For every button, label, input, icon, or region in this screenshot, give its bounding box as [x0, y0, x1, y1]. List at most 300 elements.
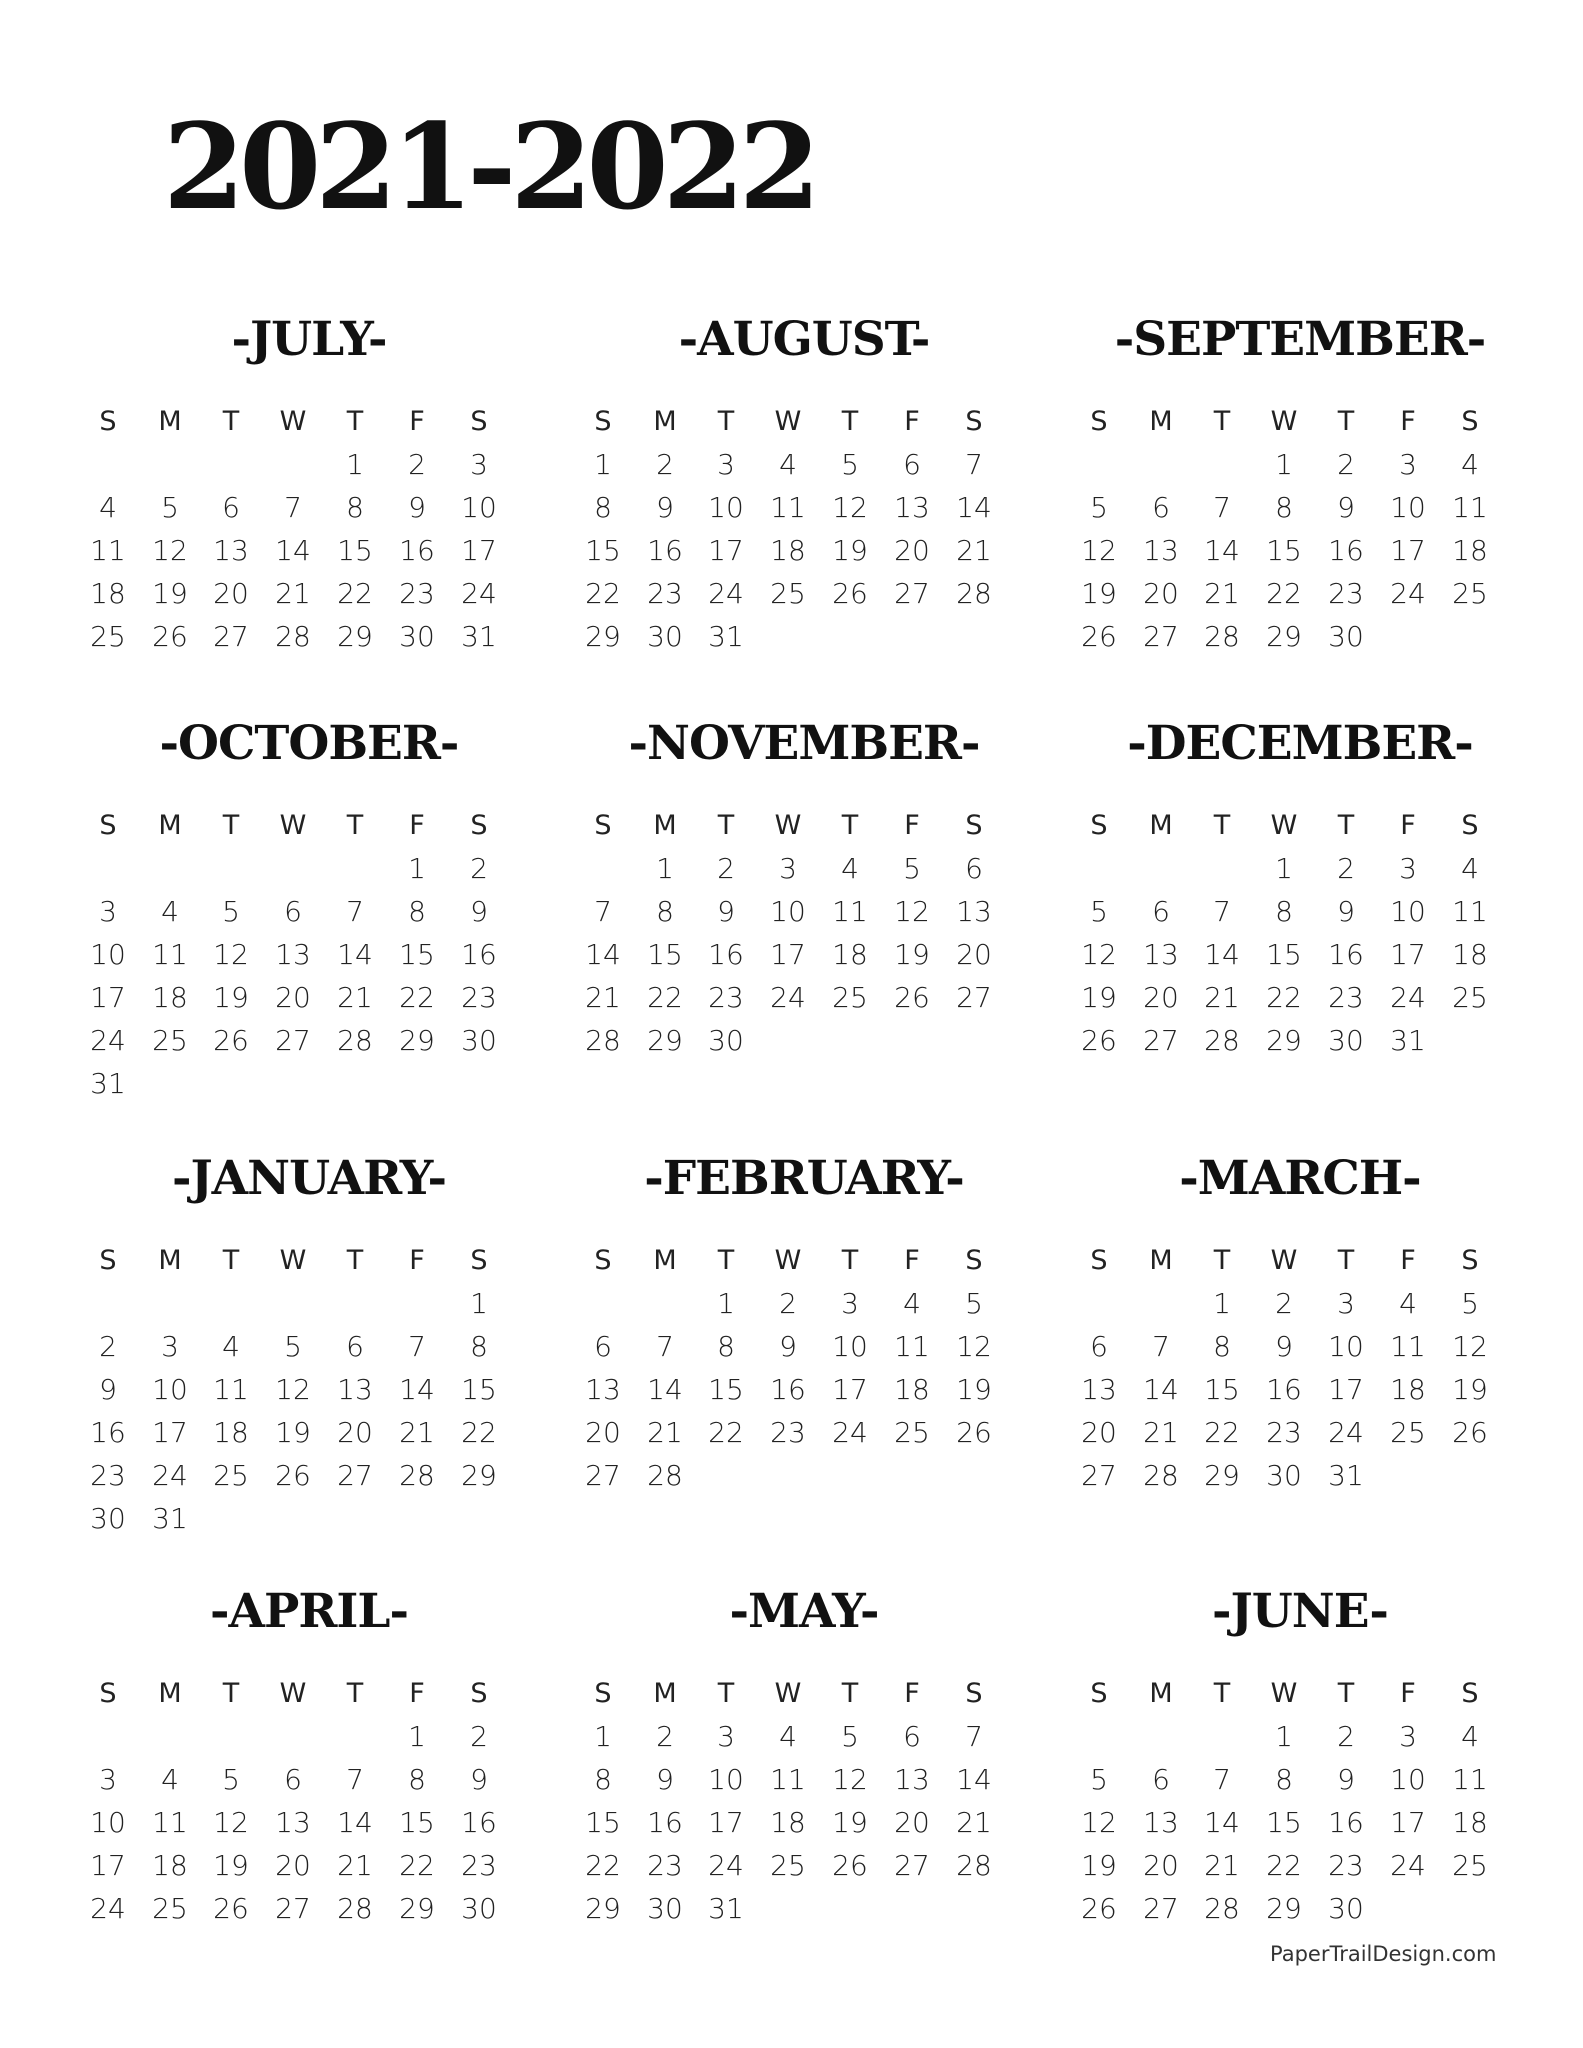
day-cell: 17	[152, 1416, 188, 1449]
day-cell: 9	[1275, 1330, 1293, 1363]
day-cell: 15	[708, 1373, 744, 1406]
month-name: -SEPTEMBER-	[1114, 312, 1486, 367]
month-name: -NOVEMBER-	[628, 716, 980, 771]
day-cell: 25	[1452, 1849, 1488, 1882]
day-cell: 12	[1081, 1806, 1117, 1839]
day-cell: 15	[585, 534, 621, 567]
day-cell: 21	[1204, 1849, 1240, 1882]
day-cell: 29	[1266, 620, 1302, 653]
day-cell: 26	[1452, 1416, 1488, 1449]
day-cell: 7	[1213, 491, 1231, 524]
day-cell: 9	[1337, 1763, 1355, 1796]
day-cell: 21	[399, 1416, 435, 1449]
day-cell: 1	[1275, 448, 1293, 481]
day-cell: 26	[1081, 1024, 1117, 1057]
day-cell: 10	[90, 1806, 126, 1839]
day-cell: 9	[1337, 491, 1355, 524]
day-cell: 20	[585, 1416, 621, 1449]
day-cell: 10	[1390, 491, 1426, 524]
weekday-label: S	[99, 406, 117, 437]
day-cell: 12	[1081, 938, 1117, 971]
day-cell: 22	[337, 577, 373, 610]
day-cell: 24	[1390, 577, 1426, 610]
day-cell: 31	[461, 620, 497, 653]
day-cell: 15	[399, 1806, 435, 1839]
day-cell: 7	[1213, 895, 1231, 928]
day-cell: 24	[1390, 981, 1426, 1014]
weekday-label: S	[594, 1245, 612, 1276]
day-cell: 19	[1081, 1849, 1117, 1882]
day-cell: 15	[1204, 1373, 1240, 1406]
weekday-label: W	[279, 810, 307, 841]
day-cell: 18	[1452, 1806, 1488, 1839]
weekday-label: T	[841, 810, 859, 841]
weekday-label: T	[717, 1245, 735, 1276]
weekday-label: M	[653, 1678, 677, 1709]
weekday-label: S	[99, 810, 117, 841]
day-cell: 31	[1390, 1024, 1426, 1057]
day-cell: 16	[1328, 938, 1364, 971]
day-cell: 13	[275, 938, 311, 971]
day-cell: 17	[1328, 1373, 1364, 1406]
day-cell: 25	[213, 1459, 249, 1492]
day-cell: 13	[1143, 534, 1179, 567]
weekday-label: T	[1213, 810, 1231, 841]
day-cell: 27	[1143, 620, 1179, 653]
month-name: -OCTOBER-	[159, 716, 459, 771]
day-cell: 18	[1452, 938, 1488, 971]
day-cell: 4	[841, 852, 859, 885]
day-cell: 3	[841, 1287, 859, 1320]
day-cell: 5	[222, 895, 240, 928]
day-cell: 31	[708, 620, 744, 653]
day-cell: 28	[275, 620, 311, 653]
day-cell: 29	[399, 1892, 435, 1925]
weekday-label: S	[594, 810, 612, 841]
day-cell: 20	[956, 938, 992, 971]
day-cell: 13	[894, 491, 930, 524]
day-cell: 8	[656, 895, 674, 928]
day-cell: 12	[894, 895, 930, 928]
day-cell: 7	[346, 1763, 364, 1796]
day-cell: 15	[461, 1373, 497, 1406]
day-cell: 6	[222, 491, 240, 524]
day-cell: 7	[346, 895, 364, 928]
day-cell: 6	[1090, 1330, 1108, 1363]
weekday-label: M	[1149, 1678, 1173, 1709]
weekday-label: T	[222, 810, 240, 841]
day-cell: 29	[1266, 1892, 1302, 1925]
day-cell: 23	[461, 981, 497, 1014]
weekday-label: T	[1337, 406, 1355, 437]
day-cell: 13	[275, 1806, 311, 1839]
day-cell: 14	[1204, 938, 1240, 971]
weekday-label: T	[346, 810, 364, 841]
day-cell: 24	[770, 981, 806, 1014]
weekday-label: S	[1090, 1245, 1108, 1276]
day-cell: 22	[708, 1416, 744, 1449]
day-cell: 8	[408, 1763, 426, 1796]
weekday-label: S	[1461, 810, 1479, 841]
weekday-label: M	[158, 1245, 182, 1276]
day-cell: 25	[152, 1024, 188, 1057]
day-cell: 16	[770, 1373, 806, 1406]
day-cell: 26	[832, 577, 868, 610]
day-cell: 29	[1266, 1024, 1302, 1057]
month-name: -FEBRUARY-	[644, 1151, 964, 1206]
day-cell: 1	[717, 1287, 735, 1320]
weekday-label: T	[222, 406, 240, 437]
day-cell: 30	[461, 1024, 497, 1057]
day-cell: 19	[832, 534, 868, 567]
day-cell: 4	[1461, 448, 1479, 481]
day-cell: 2	[99, 1330, 117, 1363]
weekday-header	[570, 1241, 1038, 1281]
day-cell: 21	[1204, 981, 1240, 1014]
day-cell: 27	[956, 981, 992, 1014]
day-cell: 10	[832, 1330, 868, 1363]
day-cell: 8	[717, 1330, 735, 1363]
day-cell: 5	[841, 1720, 859, 1753]
day-cell: 30	[90, 1502, 126, 1535]
weekday-label: F	[1400, 406, 1416, 437]
weekday-label: F	[1400, 810, 1416, 841]
month-name: -AUGUST-	[678, 312, 930, 367]
day-cell: 11	[832, 895, 868, 928]
day-cell: 7	[594, 895, 612, 928]
day-cell: 20	[275, 981, 311, 1014]
day-cell: 21	[647, 1416, 683, 1449]
day-cell: 14	[399, 1373, 435, 1406]
day-cell: 5	[1090, 491, 1108, 524]
day-cell: 1	[408, 852, 426, 885]
month-name: -JUNE-	[1212, 1584, 1388, 1639]
weekday-header	[570, 1674, 1038, 1714]
day-cell: 21	[275, 577, 311, 610]
weekday-label: T	[222, 1678, 240, 1709]
day-cell: 24	[1328, 1416, 1364, 1449]
day-cell: 18	[1452, 534, 1488, 567]
day-cell: 7	[965, 1720, 983, 1753]
weekday-label: S	[1461, 1678, 1479, 1709]
day-cell: 6	[903, 1720, 921, 1753]
day-cell: 25	[832, 981, 868, 1014]
weekday-label: M	[1149, 1245, 1173, 1276]
day-cell: 23	[90, 1459, 126, 1492]
weekday-label: S	[1090, 406, 1108, 437]
day-cell: 3	[1399, 852, 1417, 885]
day-cell: 7	[284, 491, 302, 524]
day-cell: 15	[1266, 938, 1302, 971]
day-cell: 20	[1081, 1416, 1117, 1449]
weekday-label: T	[841, 406, 859, 437]
day-cell: 20	[894, 1806, 930, 1839]
day-cell: 21	[956, 534, 992, 567]
day-cell: 10	[1390, 1763, 1426, 1796]
day-cell: 16	[90, 1416, 126, 1449]
day-cell: 3	[1399, 448, 1417, 481]
day-cell: 4	[779, 448, 797, 481]
day-cell: 24	[832, 1416, 868, 1449]
day-cell: 2	[717, 852, 735, 885]
day-cell: 4	[161, 895, 179, 928]
weekday-label: S	[1461, 406, 1479, 437]
weekday-label: W	[1270, 810, 1298, 841]
weekday-label: S	[99, 1678, 117, 1709]
day-cell: 23	[1328, 577, 1364, 610]
day-cell: 2	[656, 448, 674, 481]
day-cell: 23	[1266, 1416, 1302, 1449]
day-cell: 18	[770, 534, 806, 567]
day-cell: 1	[594, 1720, 612, 1753]
day-cell: 1	[594, 448, 612, 481]
day-cell: 16	[461, 1806, 497, 1839]
day-cell: 15	[1266, 1806, 1302, 1839]
day-cell: 21	[585, 981, 621, 1014]
day-cell: 3	[99, 895, 117, 928]
day-cell: 10	[708, 1763, 744, 1796]
day-cell: 9	[470, 1763, 488, 1796]
day-cell: 20	[1143, 577, 1179, 610]
day-cell: 1	[1275, 1720, 1293, 1753]
day-cell: 29	[585, 620, 621, 653]
day-cell: 14	[585, 938, 621, 971]
weekday-label: T	[1337, 1678, 1355, 1709]
day-cell: 29	[585, 1892, 621, 1925]
day-cell: 22	[1204, 1416, 1240, 1449]
day-cell: 8	[408, 895, 426, 928]
weekday-label: T	[346, 1678, 364, 1709]
weekday-label: F	[904, 810, 920, 841]
day-cell: 17	[1390, 938, 1426, 971]
day-cell: 26	[832, 1849, 868, 1882]
day-cell: 4	[161, 1763, 179, 1796]
day-cell: 12	[832, 1763, 868, 1796]
day-cell: 19	[1452, 1373, 1488, 1406]
weekday-label: T	[1213, 1678, 1231, 1709]
footer-credit: PaperTrailDesign.com	[1270, 1942, 1497, 1966]
day-cell: 2	[470, 1720, 488, 1753]
day-cell: 3	[99, 1763, 117, 1796]
day-cell: 11	[894, 1330, 930, 1363]
day-cell: 25	[1390, 1416, 1426, 1449]
day-cell: 4	[99, 491, 117, 524]
day-cell: 6	[965, 852, 983, 885]
day-cell: 12	[152, 534, 188, 567]
day-cell: 5	[284, 1330, 302, 1363]
day-cell: 23	[770, 1416, 806, 1449]
month-name: -MAY-	[729, 1584, 879, 1639]
weekday-label: W	[774, 1678, 802, 1709]
day-cell: 16	[708, 938, 744, 971]
day-cell: 17	[90, 1849, 126, 1882]
day-cell: 22	[647, 981, 683, 1014]
day-cell: 19	[832, 1806, 868, 1839]
day-cell: 19	[213, 1849, 249, 1882]
day-cell: 24	[90, 1892, 126, 1925]
day-cell: 17	[770, 938, 806, 971]
day-cell: 23	[708, 981, 744, 1014]
day-cell: 30	[1328, 620, 1364, 653]
day-cell: 13	[1143, 1806, 1179, 1839]
weekday-label: T	[346, 406, 364, 437]
day-cell: 29	[337, 620, 373, 653]
day-cell: 30	[1328, 1024, 1364, 1057]
day-cell: 8	[594, 1763, 612, 1796]
day-cell: 30	[461, 1892, 497, 1925]
day-cell: 20	[337, 1416, 373, 1449]
day-cell: 4	[779, 1720, 797, 1753]
day-cell: 25	[1452, 577, 1488, 610]
day-cell: 30	[399, 620, 435, 653]
day-cell: 5	[965, 1287, 983, 1320]
day-cell: 18	[152, 1849, 188, 1882]
weekday-label: F	[409, 406, 425, 437]
day-cell: 20	[1143, 1849, 1179, 1882]
weekday-label: T	[1337, 1245, 1355, 1276]
month-name: -DECEMBER-	[1127, 716, 1473, 771]
day-cell: 28	[585, 1024, 621, 1057]
month-name: -APRIL-	[210, 1584, 408, 1639]
day-cell: 9	[470, 895, 488, 928]
weekday-label: M	[653, 810, 677, 841]
day-cell: 4	[1399, 1287, 1417, 1320]
day-cell: 28	[956, 1849, 992, 1882]
day-cell: 17	[1390, 1806, 1426, 1839]
day-cell: 4	[222, 1330, 240, 1363]
day-cell: 26	[275, 1459, 311, 1492]
day-cell: 13	[956, 895, 992, 928]
weekday-header	[570, 402, 1038, 442]
weekday-label: M	[158, 406, 182, 437]
day-cell: 14	[647, 1373, 683, 1406]
weekday-label: T	[717, 1678, 735, 1709]
weekday-label: S	[470, 1678, 488, 1709]
day-cell: 6	[1152, 491, 1170, 524]
day-cell: 6	[594, 1330, 612, 1363]
weekday-label: F	[1400, 1245, 1416, 1276]
day-cell: 11	[1452, 895, 1488, 928]
day-cell: 19	[1081, 577, 1117, 610]
day-cell: 22	[585, 577, 621, 610]
day-cell: 5	[1090, 895, 1108, 928]
day-cell: 13	[213, 534, 249, 567]
day-cell: 23	[461, 1849, 497, 1882]
day-cell: 4	[1461, 852, 1479, 885]
weekday-label: F	[409, 1245, 425, 1276]
day-cell: 23	[399, 577, 435, 610]
day-cell: 1	[408, 1720, 426, 1753]
weekday-label: T	[717, 810, 735, 841]
weekday-label: S	[965, 406, 983, 437]
weekday-label: S	[1090, 810, 1108, 841]
weekday-label: S	[470, 406, 488, 437]
weekday-label: W	[774, 406, 802, 437]
weekday-label: S	[470, 810, 488, 841]
weekday-label: F	[409, 810, 425, 841]
day-cell: 25	[1452, 981, 1488, 1014]
day-cell: 31	[152, 1502, 188, 1535]
day-cell: 9	[1337, 895, 1355, 928]
day-cell: 19	[152, 577, 188, 610]
weekday-label: M	[1149, 406, 1173, 437]
day-cell: 28	[647, 1459, 683, 1492]
day-cell: 8	[594, 491, 612, 524]
day-cell: 29	[461, 1459, 497, 1492]
weekday-header	[1066, 1674, 1534, 1714]
weekday-label: M	[653, 1245, 677, 1276]
day-cell: 26	[1081, 620, 1117, 653]
weekday-label: S	[965, 1245, 983, 1276]
day-cell: 7	[408, 1330, 426, 1363]
weekday-label: M	[158, 1678, 182, 1709]
day-cell: 27	[275, 1892, 311, 1925]
day-cell: 18	[770, 1806, 806, 1839]
day-cell: 28	[956, 577, 992, 610]
day-cell: 10	[708, 491, 744, 524]
day-cell: 8	[470, 1330, 488, 1363]
day-cell: 6	[284, 895, 302, 928]
day-cell: 26	[894, 981, 930, 1014]
day-cell: 25	[152, 1892, 188, 1925]
day-cell: 24	[90, 1024, 126, 1057]
day-cell: 27	[894, 1849, 930, 1882]
day-cell: 12	[213, 1806, 249, 1839]
day-cell: 14	[956, 491, 992, 524]
day-cell: 23	[647, 1849, 683, 1882]
day-cell: 6	[346, 1330, 364, 1363]
weekday-label: T	[841, 1245, 859, 1276]
day-cell: 24	[1390, 1849, 1426, 1882]
day-cell: 4	[903, 1287, 921, 1320]
day-cell: 31	[708, 1892, 744, 1925]
day-cell: 21	[1204, 577, 1240, 610]
day-cell: 9	[408, 491, 426, 524]
day-cell: 27	[275, 1024, 311, 1057]
weekday-label: T	[841, 1678, 859, 1709]
day-cell: 11	[213, 1373, 249, 1406]
weekday-header	[75, 402, 543, 442]
day-cell: 22	[461, 1416, 497, 1449]
day-cell: 30	[647, 620, 683, 653]
day-cell: 27	[1143, 1892, 1179, 1925]
day-cell: 16	[1328, 1806, 1364, 1839]
day-cell: 28	[337, 1024, 373, 1057]
weekday-label: F	[904, 1245, 920, 1276]
day-cell: 24	[461, 577, 497, 610]
day-cell: 11	[1390, 1330, 1426, 1363]
day-cell: 2	[1275, 1287, 1293, 1320]
day-cell: 6	[1152, 1763, 1170, 1796]
weekday-header	[75, 1674, 543, 1714]
day-cell: 19	[275, 1416, 311, 1449]
day-cell: 8	[1275, 491, 1293, 524]
day-cell: 28	[1204, 1892, 1240, 1925]
day-cell: 27	[894, 577, 930, 610]
day-cell: 17	[708, 534, 744, 567]
day-cell: 4	[1461, 1720, 1479, 1753]
weekday-label: S	[594, 1678, 612, 1709]
day-cell: 16	[1266, 1373, 1302, 1406]
weekday-label: W	[1270, 1245, 1298, 1276]
day-cell: 28	[399, 1459, 435, 1492]
month-name: -MARCH-	[1179, 1151, 1421, 1206]
day-cell: 10	[1390, 895, 1426, 928]
weekday-label: S	[470, 1245, 488, 1276]
day-cell: 22	[1266, 577, 1302, 610]
day-cell: 14	[1143, 1373, 1179, 1406]
day-cell: 27	[1143, 1024, 1179, 1057]
